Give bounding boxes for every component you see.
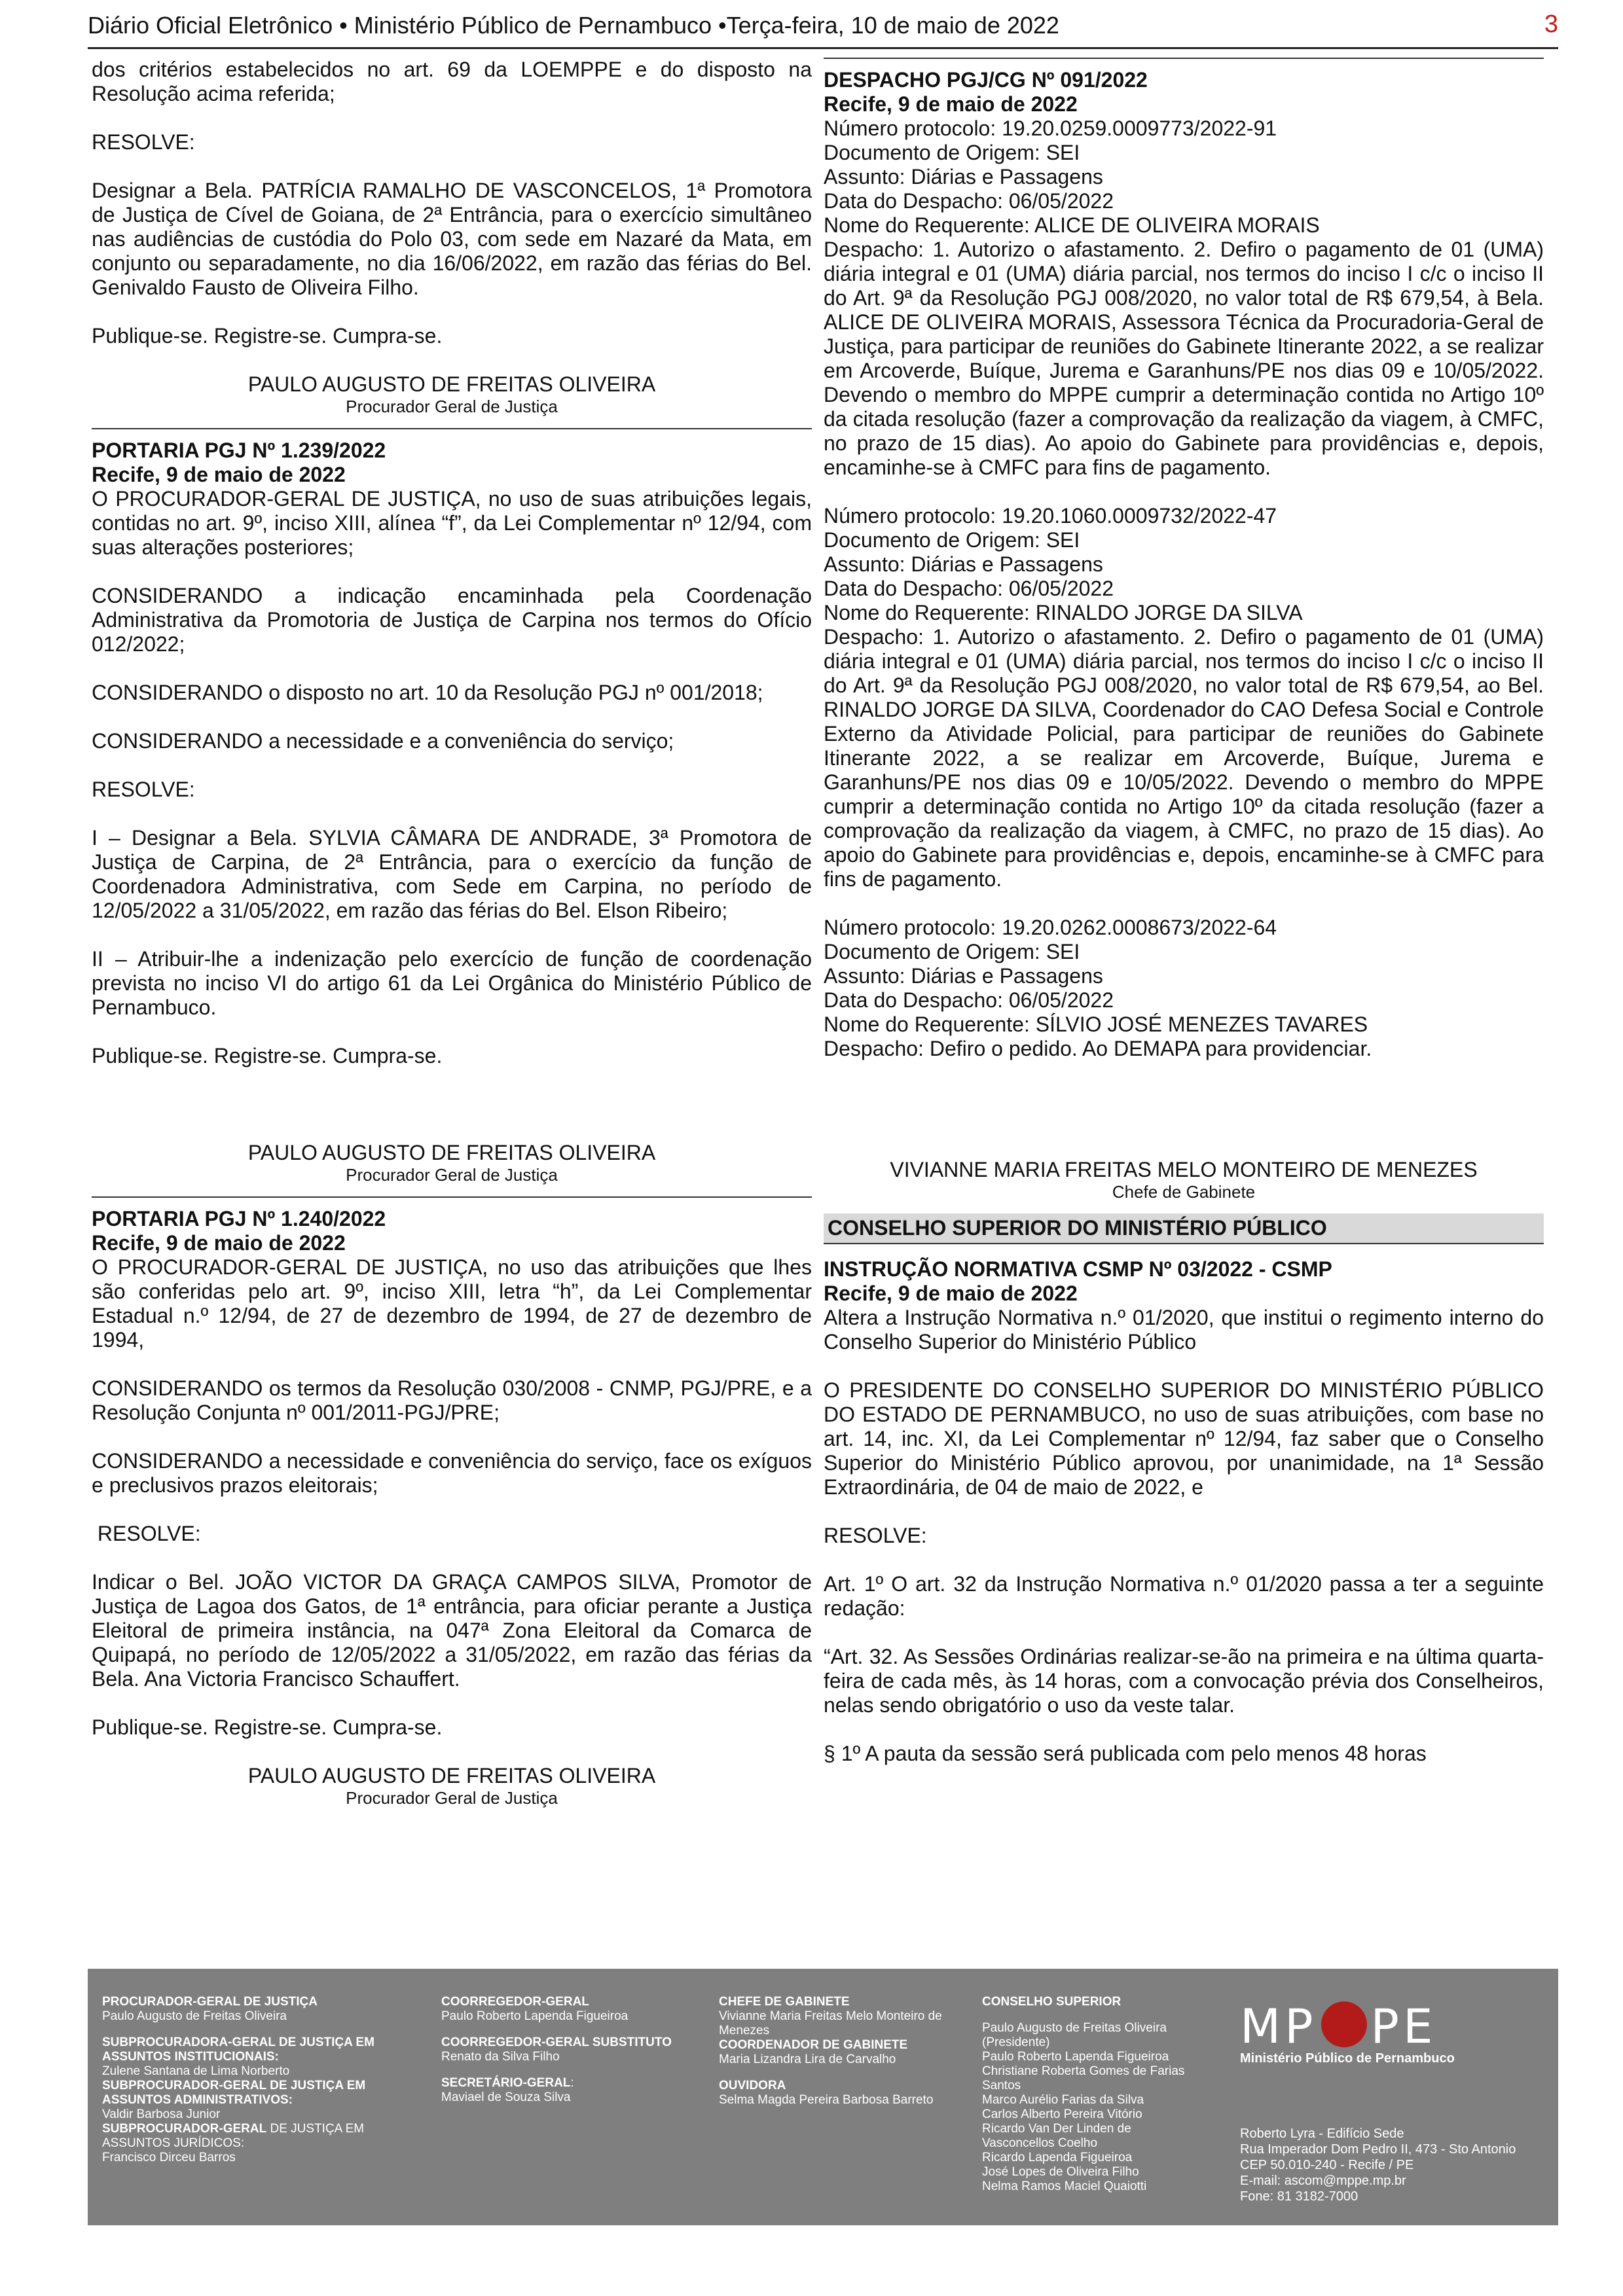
council-member: Ricardo Van Der Linden de <box>982 2122 1131 2136</box>
left-column <box>92 58 812 1808</box>
signature-role: Procurador Geral de Justiça <box>346 397 558 416</box>
entry-data: Data do Despacho: 06/05/2022 <box>824 988 1114 1012</box>
publish-line: Publique-se. Registre-se. Cumpra-se. <box>92 324 443 348</box>
footer-heading: SUBPROCURADORA-GERAL DE JUSTIÇA EM ASSUNTOS INSTITUCIONAIS: <box>102 2036 374 2064</box>
council-member: Vasconcellos Coelho <box>982 2136 1098 2150</box>
signature-role: Procurador Geral de Justiça <box>346 1165 558 1185</box>
entry-data: Data do Despacho: 06/05/2022 <box>824 577 1114 600</box>
council-member: Nelma Ramos Maciel Quaiotti <box>982 2179 1147 2193</box>
footer-value: Maviael de Souza Silva <box>441 2090 571 2104</box>
footer-value: Valdir Barbosa Junior <box>102 2108 221 2121</box>
council-member: José Lopes de Oliveira Filho <box>982 2165 1139 2179</box>
logo-text-right: PE <box>1370 1999 1437 2054</box>
signature-name: PAULO AUGUSTO DE FREITAS OLIVEIRA <box>247 1764 656 1787</box>
signature-name: VIVIANNE MARIA FREITAS MELO MONTEIRO DE MENEZES <box>890 1158 1478 1181</box>
footer-heading: COORREGEDOR-GERAL <box>441 1995 589 2009</box>
portaria-title: PORTARIA PGJ Nº 1.239/2022 <box>92 439 386 462</box>
entry-assunto: Assunto: Diárias e Passagens <box>824 964 1103 988</box>
address-line: Roberto Lyra - Edifício Sede <box>1240 2126 1404 2141</box>
address-line: Rua Imperador Dom Pedro II, 473 - Sto Antonio <box>1240 2142 1516 2157</box>
entry-nome: Nome do Requerente: RINALDO JORGE DA SILVA <box>824 601 1303 624</box>
entry-nome: Nome do Requerente: ALICE DE OLIVEIRA MORAIS <box>824 213 1320 237</box>
resolve-label: RESOLVE: <box>824 1524 927 1547</box>
logo-text-left: MP <box>1240 1999 1317 2054</box>
portaria-title: PORTARIA PGJ Nº 1.240/2022 <box>92 1207 386 1230</box>
entry-origem: Documento de Origem: SEI <box>824 141 1080 164</box>
paragraph: Art. 1º O art. 32 da Instrução Normativa n.º 01/2020 passa a ter a seguinte redação: <box>824 1572 1544 1620</box>
publish-line: Publique-se. Registre-se. Cumpra-se. <box>92 1715 443 1739</box>
paragraph: dos critérios estabelecidos no art. 69 da LOEMPPE e do disposto na Resolução acima referida; <box>92 58 812 105</box>
footer-heading: CHEFE DE GABINETE <box>719 1995 850 2009</box>
entry-despacho: Despacho: 1. Autorizo o afastamento. 2. Defiro o pagamento de 01 (UMA) diária integral e 01 (UMA) diária parcial, nos termos do inciso I c/c o inciso II do Art. 9ª da Resolução PGJ 008/2020, no valor total de R$ 679,54, ao Bel. RINALDO JORGE DA SILVA, Coordenador do CAO Defesa Social e Controle Externo da Atividade Policial, para participar de reuniões do Gabinete Itinerante 2022, a se realizar em Arcoverde, Buíque, Jurema e Garanhuns/PE nos dias 09 e 10/05/2022. Devendo o membro do MPPE cumprir a determinação contida no Artigo 10º da citada resolução (fazer a comprovação da realização da viagem, à CMFC, no prazo de 15 dias). Ao apoio do Gabinete para providências e, depois, encaminhe-se à CMFC para fins de pagamento. <box>824 625 1544 891</box>
footer-column-corregedoria <box>441 1995 703 2105</box>
council-member: (Presidente) <box>982 2036 1050 2049</box>
footer-column-gabinete <box>719 1995 974 2108</box>
footer-heading: SECRETÁRIO-GERAL <box>441 2076 571 2090</box>
entry-despacho: Despacho: 1. Autorizo o afastamento. 2. Defiro o pagamento de 01 (UMA) diária integral e 01 (UMA) diária parcial, nos termos do inciso I c/c o inciso II do Art. 9ª da Resolução PGJ 008/2020, no valor total de R$ 679,54, à Bela. ALICE DE OLIVEIRA MORAIS, Assessora Técnica da Procuradoria-Geral de Justiça, para participar de reuniões do Gabinete Itinerante 2022, a se realizar em Arcoverde, Buíque, Jurema e Garanhuns/PE nos dias 09 e 10/05/2022. Devendo o membro do MPPE cumprir a determinação contida no Artigo 10º da citada resolução (fazer a comprovação da realização da viagem, à CMFC, no prazo de 15 dias). Ao apoio do Gabinete para providências e, depois, encaminhe-se à CMFC para fins de pagamento. <box>824 238 1544 479</box>
paragraph: “Art. 32. As Sessões Ordinárias realizar-se-ão na primeira e na última quarta-feira de cada mês, às 14 horas, com a convocação prévia dos Conselheiros, nelas sendo obrigatório o uso da veste talar. <box>824 1645 1544 1717</box>
entry-protocolo: Número protocolo: 19.20.0259.0009773/2022-91 <box>824 117 1277 140</box>
address-line: E-mail: ascom@mppe.mp.br <box>1240 2174 1406 2188</box>
paragraph: I – Designar a Bela. SYLVIA CÂMARA DE ANDRADE, 3ª Promotora de Justiça de Carpina, de 2ª Entrância, para o exercício da função de Coordenadora Administrativa, com Sede em Carpina, no período de 12/05/2022 a 31/05/2022, em razão das férias do Bel. Elson Ribeiro; <box>92 826 812 922</box>
council-member: Marco Aurélio Farias da Silva <box>982 2093 1144 2107</box>
footer-value: Paulo Augusto de Freitas Oliveira <box>102 2009 287 2023</box>
right-column <box>824 58 1544 1766</box>
entry-origem: Documento de Origem: SEI <box>824 528 1080 552</box>
footer-value: Renato da Silva Filho <box>441 2050 560 2064</box>
council-member: Paulo Augusto de Freitas Oliveira <box>982 2021 1167 2035</box>
footer-heading: SUBPROCURADOR-GERAL DE JUSTIÇA EM ASSUNTOS ADMINISTRATIVOS: <box>102 2079 366 2107</box>
entry-assunto: Assunto: Diárias e Passagens <box>824 165 1103 188</box>
footer-heading: COORDENADOR DE GABINETE <box>719 2038 908 2052</box>
entry-despacho: Despacho: Defiro o pedido. Ao DEMAPA para providenciar. <box>824 1037 1372 1060</box>
entry-protocolo: Número protocolo: 19.20.1060.0009732/2022-47 <box>824 504 1277 528</box>
journal-title: Diário Oficial Eletrônico • Ministério Público de Pernambuco •Terça-feira, 10 de maio de 2022 <box>88 12 1059 39</box>
paragraph: CONSIDERANDO a indicação encaminhada pela Coordenação Administrativa da Promotoria de Justiça de Carpina nos termos do Ofício 012/2022; <box>92 584 812 656</box>
footer-column-conselho <box>982 1995 1218 2194</box>
instrucao-date: Recife, 9 de maio de 2022 <box>824 1282 1078 1305</box>
entry-protocolo: Número protocolo: 19.20.0262.0008673/2022-64 <box>824 916 1277 939</box>
paragraph: CONSIDERANDO a necessidade e a conveniência do serviço; <box>92 729 674 753</box>
address-line: CEP 50.010-240 - Recife / PE <box>1240 2158 1414 2172</box>
page-header <box>88 9 1558 49</box>
paragraph: CONSIDERANDO o disposto no art. 10 da Resolução PGJ nº 001/2018; <box>92 681 763 704</box>
footer-heading: COORREGEDOR-GERAL SUBSTITUTO <box>441 2036 672 2049</box>
logo-subtitle: Ministério Público de Pernambuco <box>1240 2051 1455 2066</box>
signature-role: Chefe de Gabinete <box>1112 1182 1256 1202</box>
signature-name: PAULO AUGUSTO DE FREITAS OLIVEIRA <box>247 1141 656 1164</box>
paragraph: Designar a Bela. PATRÍCIA RAMALHO DE VASCONCELOS, 1ª Promotora de Justiça de Cível de Goiana, de 2ª Entrância, para o exercício simultâneo nas audiências de custódia do Polo 03, com sede em Nazaré da Mata, em conjunto ou separadamente, no dia 16/06/2022, em razão das férias do Bel. Genivaldo Fausto de Oliveira Filho. <box>92 179 812 299</box>
paragraph: Altera a Instrução Normativa n.º 01/2020, que institui o regimento interno do Conselho Superior do Ministério Público <box>824 1306 1544 1354</box>
paragraph: CONSIDERANDO a necessidade e conveniência do serviço, face os exíguos e preclusivos prazos eleitorais; <box>92 1449 812 1497</box>
resolve-label: RESOLVE: <box>92 778 195 801</box>
paragraph: O PRESIDENTE DO CONSELHO SUPERIOR DO MINISTÉRIO PÚBLICO DO ESTADO DE PERNAMBUCO, no uso de suas atribuições, com base no art. 14, inc. XI, da Lei Complementar nº 12/94, faz saber que o Conselho Superior do Ministério Público aprovou, por unanimidade, na 1ª Sessão Extraordinária, de 04 de maio de 2022, e <box>824 1378 1544 1499</box>
footer-value: Francisco Dirceu Barros <box>102 2151 236 2164</box>
page-number: 3 <box>1544 10 1558 38</box>
paragraph: O PROCURADOR-GERAL DE JUSTIÇA, no uso de suas atribuições legais, contidas no art. 9º, inciso XIII, alínea “f”, da Lei Complementar nº 12/94, com suas alterações posteriores; <box>92 487 812 559</box>
footer-heading-rest: DE JUSTIÇA EM ASSUNTOS JURÍDICOS: <box>102 2122 365 2150</box>
footer-value: Paulo Roberto Lapenda Figueiroa <box>441 2009 629 2023</box>
paragraph: Indicar o Bel. JOÃO VICTOR DA GRAÇA CAMPOS SILVA, Promotor de Justiça de Lagoa dos Gatos, de 1ª entrância, para oficiar perante a Justiça Eleitoral de primeira instância, na 047ª Zona Eleitoral da Comarca de Quipapá, no período de 12/05/2022 a 31/05/2022, em razão das férias da Bela. Ana Victoria Francisco Schauffert. <box>92 1570 812 1691</box>
address-line: Fone: 81 3182-7000 <box>1240 2189 1359 2204</box>
despacho-date: Recife, 9 de maio de 2022 <box>824 92 1078 116</box>
entry-nome: Nome do Requerente: SÍLVIO JOSÉ MENEZES TAVARES <box>824 1013 1368 1036</box>
divider <box>92 428 812 429</box>
signature-role: Procurador Geral de Justiça <box>346 1788 558 1808</box>
council-member: Christiane Roberta Gomes de Farias <box>982 2064 1185 2078</box>
divider <box>824 58 1544 59</box>
paragraph: II – Atribuir-lhe a indenização pelo exercício de função de coordenação prevista no inciso VI do artigo 61 da Lei Orgânica do Ministério Público de Pernambuco. <box>92 947 812 1019</box>
footer-heading: SUBPROCURADOR-GERAL <box>102 2122 267 2136</box>
council-member: Santos <box>982 2079 1021 2092</box>
footer-value: Vivianne Maria Freitas Melo Monteiro de Menezes <box>719 2009 942 2037</box>
entry-origem: Documento de Origem: SEI <box>824 940 1080 963</box>
council-member: Ricardo Lapenda Figueiroa <box>982 2151 1133 2164</box>
contact-address <box>1240 2126 1516 2204</box>
footer-column-admin <box>102 1995 410 2165</box>
footer-value: Maria Lizandra Lira de Carvalho <box>719 2053 896 2066</box>
footer-heading: CONSELHO SUPERIOR <box>982 1995 1122 2009</box>
divider <box>92 1196 812 1198</box>
paragraph: § 1º A pauta da sessão será publicada com pelo menos 48 horas <box>824 1742 1427 1765</box>
portaria-date: Recife, 9 de maio de 2022 <box>92 463 346 486</box>
instrucao-title: INSTRUÇÃO NORMATIVA CSMP Nº 03/2022 - CSMP <box>824 1257 1332 1281</box>
portaria-date: Recife, 9 de maio de 2022 <box>92 1231 346 1255</box>
footer-heading: PROCURADOR-GERAL DE JUSTIÇA <box>102 1995 318 2009</box>
council-member: Paulo Roberto Lapenda Figueiroa <box>982 2050 1169 2064</box>
page-footer <box>88 1969 1558 2225</box>
brazil-map-emblem-icon <box>1321 2001 1367 2047</box>
section-bar: CONSELHO SUPERIOR DO MINISTÉRIO PÚBLICO <box>824 1213 1544 1244</box>
entry-data: Data do Despacho: 06/05/2022 <box>824 189 1114 213</box>
resolve-label: RESOLVE: <box>92 1522 201 1545</box>
entry-assunto: Assunto: Diárias e Passagens <box>824 552 1103 576</box>
mppe-logo <box>1240 1999 1515 2066</box>
footer-value: Zulene Santana de Lima Norberto <box>102 2064 290 2078</box>
footer-value: Selma Magda Pereira Barbosa Barreto <box>719 2093 934 2107</box>
signature-name: PAULO AUGUSTO DE FREITAS OLIVEIRA <box>247 372 656 396</box>
footer-heading-rest: : <box>570 2076 574 2090</box>
footer-heading: OUVIDORA <box>719 2079 786 2092</box>
resolve-label: RESOLVE: <box>92 130 195 154</box>
paragraph: CONSIDERANDO os termos da Resolução 030/2008 - CNMP, PGJ/PRE, e a Resolução Conjunta nº 001/2011-PGJ/PRE; <box>92 1376 812 1424</box>
paragraph: O PROCURADOR-GERAL DE JUSTIÇA, no uso das atribuições que lhes são conferidas pelo art. 9º, inciso XIII, letra “h”, da Lei Complementar Estadual n.º 12/94, de 27 de dezembro de 1994, de 27 de dezembro de 1994, <box>92 1255 812 1352</box>
despacho-title: DESPACHO PGJ/CG Nº 091/2022 <box>824 68 1148 92</box>
council-member: Carlos Alberto Pereira Vitório <box>982 2108 1142 2121</box>
publish-line: Publique-se. Registre-se. Cumpra-se. <box>92 1044 443 1067</box>
